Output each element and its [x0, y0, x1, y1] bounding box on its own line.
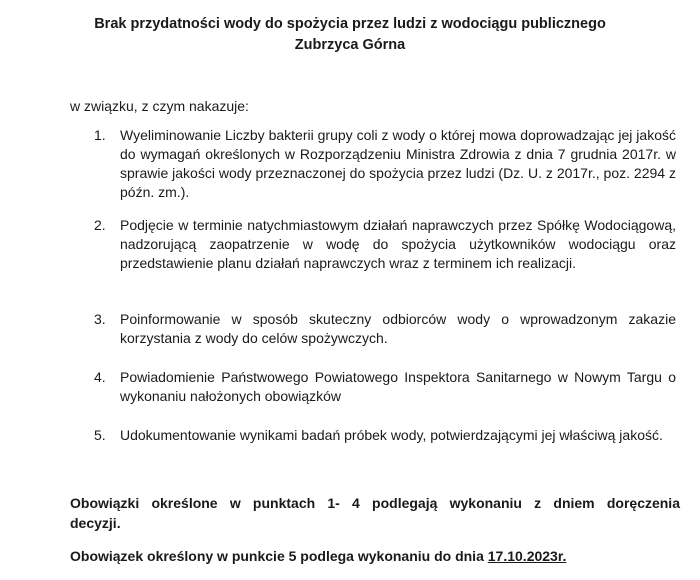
obligation-paragraph: [70, 493, 680, 533]
deadline-text: Obowiązek określony w punkcie 5 podlega wykonaniu do dnia: [70, 548, 488, 564]
list-item-number: 3.: [94, 311, 106, 327]
list-item-number: 2.: [94, 217, 106, 233]
deadline-paragraph: [70, 546, 680, 566]
list-item: [94, 426, 676, 445]
list-item-number: 5.: [94, 427, 106, 443]
list-item: [94, 310, 676, 348]
obligation-paragraph-line2: decyzji.: [70, 515, 121, 531]
list-item-number: 1.: [94, 127, 106, 143]
document-title: Brak przydatności wody do spożycia przez ludzi z wodociągu publicznego: [94, 16, 606, 32]
list-item-text: Podjęcie w terminie natychmiastowym działań naprawczych przez Spółkę Wodociągową, nadzorującą zaopatrzenie w wodę do spożycia użytkowników wodociągu oraz przedstawienie planu działań naprawczych wraz z terminem ich realizacji.: [120, 217, 676, 271]
list-item: [94, 216, 676, 273]
intro-text: w związku, z czym nakazuje:: [70, 98, 249, 114]
list-item-text: Wyeliminowanie Liczby bakterii grupy coli z wody o której mowa doprowadzając jej jakość do wymagań określonych w Rozporządzeniu Ministra Zdrowia z dnia 7 grudnia 2017r. w sprawie jakości wody przeznaczonej do spożycia przez ludzi (Dz. U. z 2017r., poz. 2294 z późn. zm.).: [120, 127, 676, 200]
list-item-text: Udokumentowanie wynikami badań próbek wody, potwierdzającymi jej właściwą jakość.: [120, 427, 663, 443]
list-item: [94, 368, 676, 406]
list-item-text: Poinformowanie w sposób skuteczny odbiorców wody o wprowadzonym zakazie korzystania z wody do celów spożywczych.: [120, 311, 676, 346]
deadline-date: 17.10.2023r.: [487, 548, 567, 564]
obligation-paragraph-line1: Obowiązki określone w punktach 1- 4 podlegają wykonaniu z dniem doręczenia: [70, 495, 680, 511]
list-item: [94, 126, 676, 202]
list-item-number: 4.: [94, 369, 106, 385]
document-title-location: Zubrzyca Górna: [294, 37, 406, 53]
list-item-text: Powiadomienie Państwowego Powiatowego Inspektora Sanitarnego w Nowym Targu o wykonaniu nałożonych obowiązków: [120, 369, 676, 404]
